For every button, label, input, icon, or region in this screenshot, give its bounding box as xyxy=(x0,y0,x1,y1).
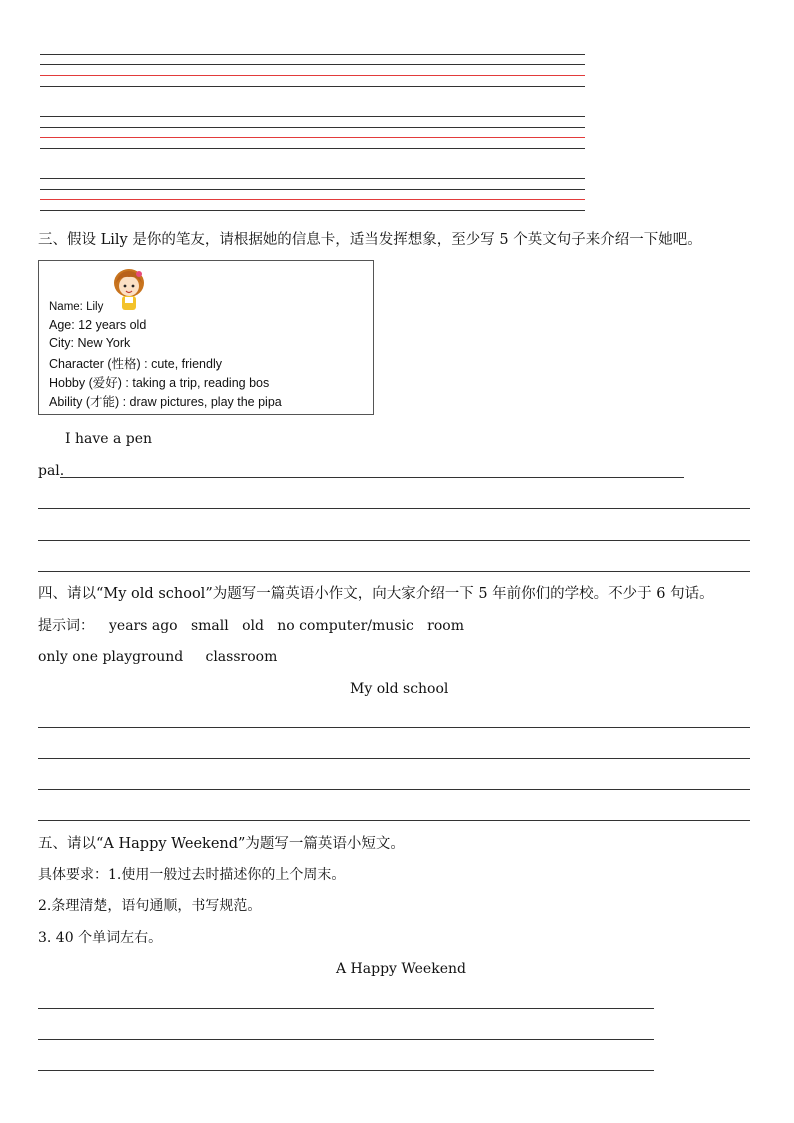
answer-line xyxy=(38,727,750,728)
card-age: Age: 12 years old xyxy=(49,318,147,332)
answer-line xyxy=(38,1039,654,1040)
answer-line xyxy=(38,1008,654,1009)
section3-heading: 三、假设 Lily 是你的笔友，请根据她的信息卡，适当发挥想象，至少写 5 个英文句子来介绍一下她吧。 xyxy=(38,232,702,248)
answer-line xyxy=(38,820,750,821)
section4-title: My old school xyxy=(350,681,449,697)
section4-hint-words-1: years ago small old no computer/music room xyxy=(109,618,464,634)
answer-line xyxy=(38,571,750,572)
card-character: Character (性格) : cute, friendly xyxy=(49,357,222,371)
answer-line xyxy=(38,789,750,790)
section5-requirement-3: 3. 40 个单词左右。 xyxy=(38,930,163,946)
section5-heading: 五、请以“A Happy Weekend”为题写一篇英语小短文。 xyxy=(38,836,405,852)
answer-line xyxy=(38,1070,654,1071)
card-hobby: Hobby (爱好) : taking a trip, reading bos xyxy=(49,376,270,390)
card-name: Name: Lily xyxy=(49,301,104,313)
section5-requirement-2: 2.条理清楚，语句通顺，书写规范。 xyxy=(38,898,262,914)
section5-requirement-1: 具体要求：1.使用一般过去时描述你的上个周末。 xyxy=(38,867,346,883)
section4-heading: 四、请以“My old school”为题写一篇英语小作文，向大家介绍一下 5 年前你们的学校。不少于 6 句话。 xyxy=(38,586,714,602)
card-city: City: New York xyxy=(49,336,131,350)
section3-starter-1: I have a pen xyxy=(65,431,153,447)
section3-starter-2: pal. xyxy=(38,463,65,479)
section5-title: A Happy Weekend xyxy=(336,961,466,977)
answer-line xyxy=(38,508,750,509)
section4-hint-words-2: only one playground classroom xyxy=(38,649,278,665)
answer-line xyxy=(38,540,750,541)
info-card xyxy=(38,260,374,415)
section4-hint-label: 提示词： xyxy=(38,618,94,634)
card-ability: Ability (才能) : draw pictures, play the pipa xyxy=(49,395,282,409)
answer-line xyxy=(60,477,684,478)
girl-avatar-icon xyxy=(111,267,147,313)
answer-line xyxy=(38,758,750,759)
